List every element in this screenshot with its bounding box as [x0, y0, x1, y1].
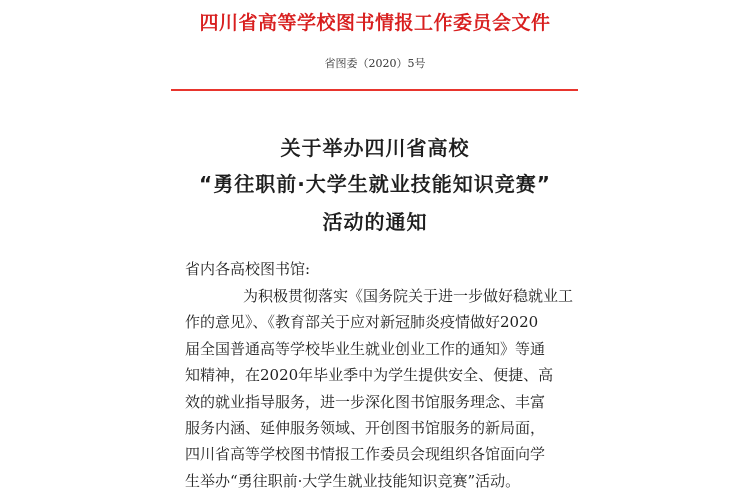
body-line: 四川省高等学校图书情报工作委员会现组织各馆面向学: [185, 445, 546, 464]
notice-title-line: 关于举办四川省高校: [280, 136, 470, 160]
body-line: [185, 283, 580, 309]
body-line: 届全国普通高等学校毕业生就业创业工作的通知》等通: [185, 339, 546, 358]
body-line-text: 为积极贯彻落实《国务院关于进一步做好稳就业工: [243, 287, 574, 305]
body-line: 效的就业指导服务，进一步深化图书馆服务理念、丰富: [185, 392, 546, 411]
document-number: 省图委（2020）5号: [324, 57, 426, 70]
header-title: 四川省高等学校图书情报工作委员会文件: [199, 12, 551, 34]
red-divider: [171, 89, 578, 91]
notice-title-line: “勇往职前·大学生就业技能知识竞赛”: [199, 172, 551, 196]
body-paragraph: [185, 283, 580, 494]
notice-title-line: 活动的通知: [322, 210, 428, 234]
body-line: 知精神，在2020年毕业季中为学生提供安全、便捷、高: [185, 366, 554, 385]
body-line: 生举办“勇往职前·大学生就业技能知识竞赛”活动。: [185, 471, 521, 490]
body-line: 作的意见》、《教育部关于应对新冠肺炎疫情做好2020: [185, 313, 539, 332]
body-line: 服务内涵、延伸服务领域、开创图书馆服务的新局面，: [185, 419, 546, 438]
salutation: 省内各高校图书馆:: [185, 260, 311, 278]
